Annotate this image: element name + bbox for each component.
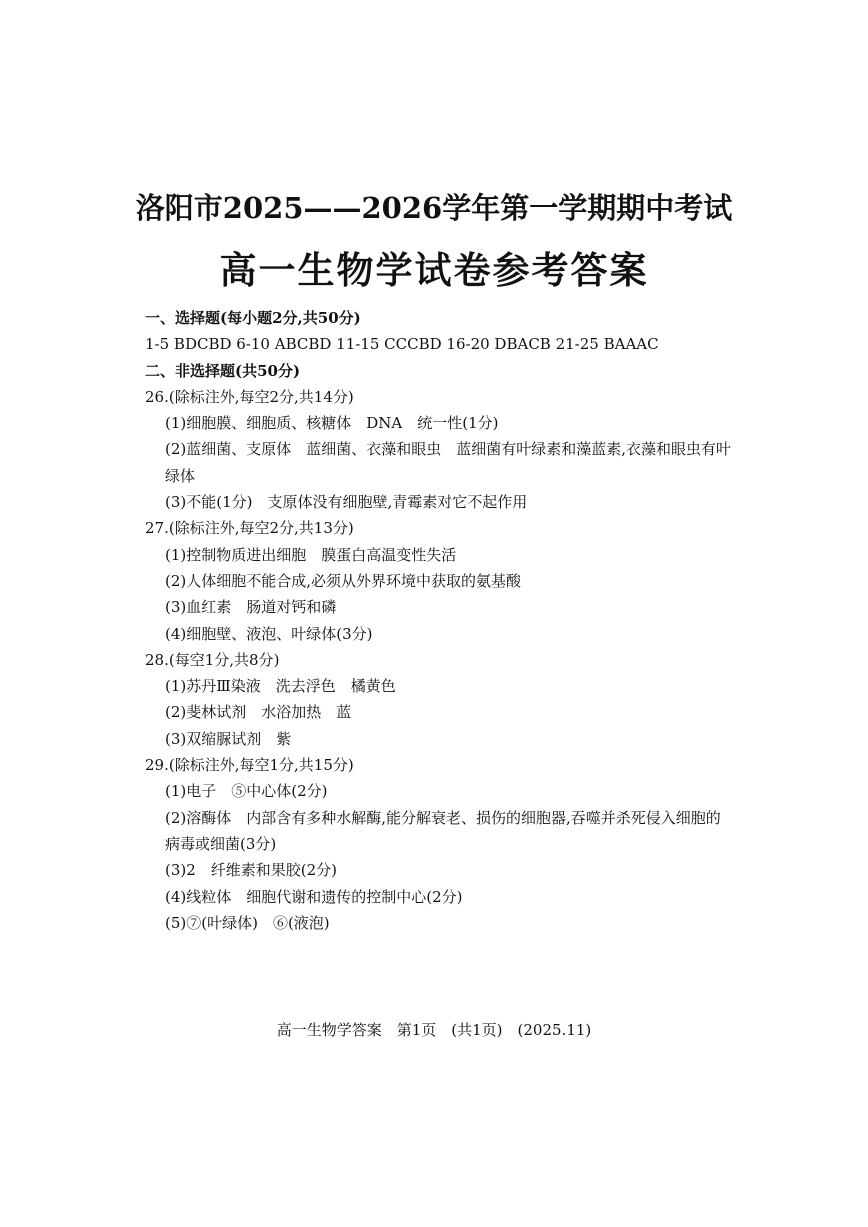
answer-26-1: (1)细胞膜、细胞质、核糖体 DNA 统一性(1分) [165, 414, 499, 433]
answer-26-2: (2)蓝细菌、支原体 蓝细菌、衣藻和眼虫 蓝细菌有叶绿素和藻蓝素,衣藻和眼虫有叶绿体 [165, 440, 732, 485]
question-27-heading: 27.(除标注外,每空2分,共13分) [145, 519, 354, 538]
answer-29-3: (3)2 纤维素和果胶(2分) [165, 861, 338, 880]
exam-title: 洛阳市2025——2026学年第一学期期中考试 [135, 191, 733, 225]
answer-27-2: (2)人体细胞不能合成,必须从外界环境中获取的氨基酸 [165, 571, 522, 590]
answer-29-5: (5)⑦(叶绿体) ⑥(液泡) [165, 913, 330, 932]
question-29-heading: 29.(除标注外,每空1分,共15分) [145, 756, 354, 775]
section-heading-nonchoice: 二、非选择题(共50分) [145, 361, 301, 380]
answer-27-3: (3)血红素 肠道对钙和磷 [165, 598, 337, 617]
question-28-heading: 28.(每空1分,共8分) [145, 650, 280, 669]
answer-26-3: (3)不能(1分) 支原体没有细胞壁,青霉素对它不起作用 [165, 493, 528, 512]
choice-answers: 1-5 BDCBD 6-10 ABCBD 11-15 CCCBD 16-20 DBACB 21-25 BAAAC [145, 335, 659, 354]
answer-29-4: (4)线粒体 细胞代谢和遗传的控制中心(2分) [165, 887, 463, 906]
question-26-heading: 26.(除标注外,每空2分,共14分) [145, 387, 354, 406]
answer-28-3: (3)双缩脲试剂 紫 [165, 729, 292, 748]
section-heading-choice: 一、选择题(每小题2分,共50分) [145, 309, 361, 327]
answer-27-1: (1)控制物质进出细胞 膜蛋白高温变性失活 [165, 545, 457, 564]
answer-27-4: (4)细胞壁、液泡、叶绿体(3分) [165, 624, 373, 643]
answer-29-2: (2)溶酶体 内部含有多种水解酶,能分解衰老、损伤的细胞器,吞噬并杀死侵入细胞的病毒或细菌(3分) [165, 808, 721, 853]
answer-28-2: (2)斐林试剂 水浴加热 蓝 [165, 703, 352, 722]
answer-29-1: (1)电子 ⑤中心体(2分) [165, 782, 328, 801]
answer-content [145, 305, 735, 936]
answer-28-1: (1)苏丹Ⅲ染液 洗去浮色 橘黄色 [165, 677, 396, 696]
document-title: 高一生物学试卷参考答案 [219, 248, 649, 292]
page-footer: 高一生物学答案 第1页 (共1页) (2025.11) [276, 1021, 592, 1039]
